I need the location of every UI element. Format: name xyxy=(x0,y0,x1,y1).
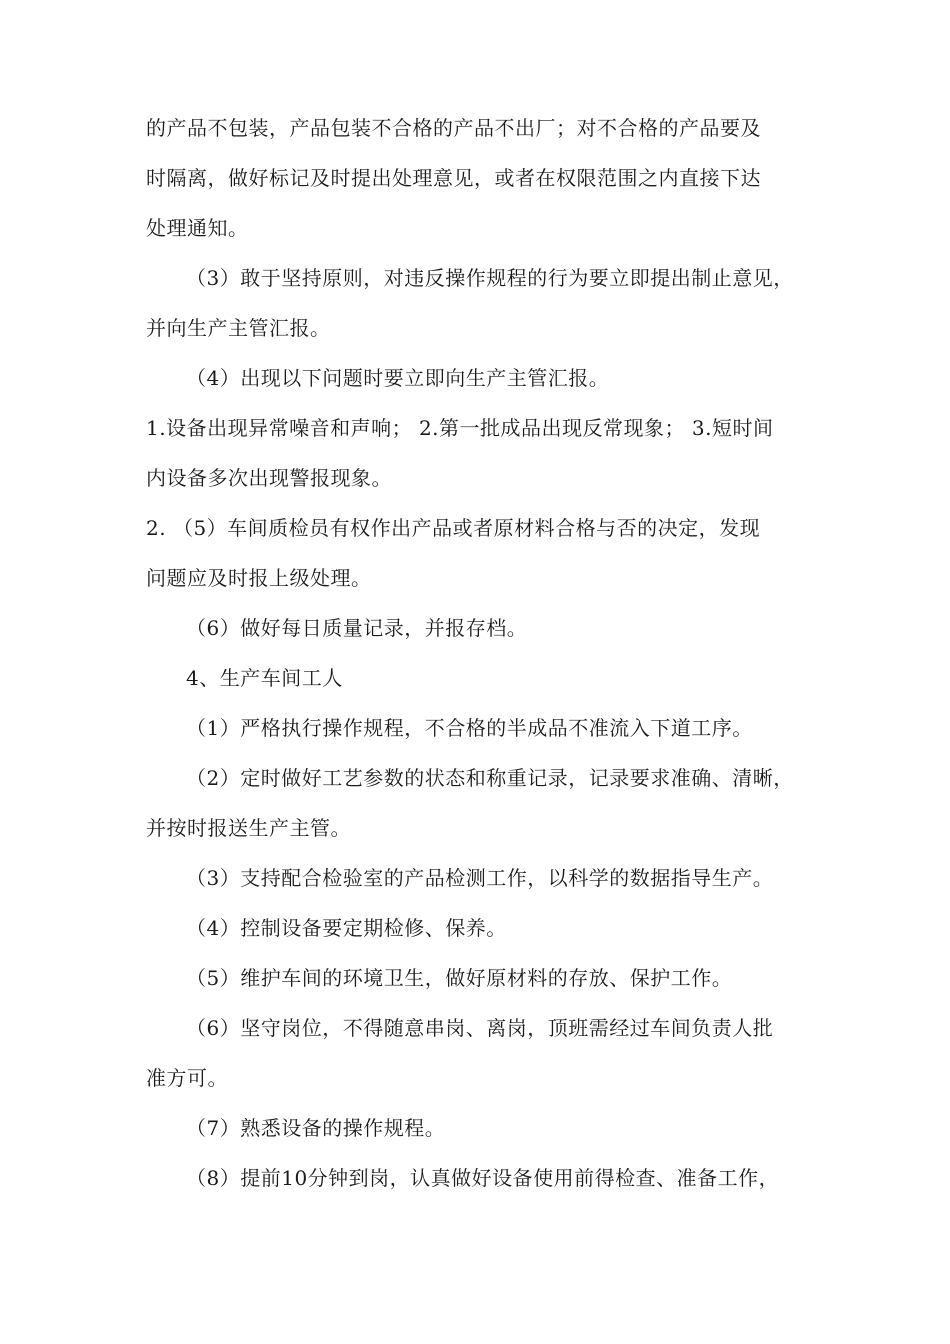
numbered-list-line: 1.设备出现异常噪音和声响； 2.第一批成品出现反常现象； 3.短时间 xyxy=(146,416,774,440)
paragraph-item-1: （1）严格执行操作规程，不合格的半成品不准流入下道工序。 xyxy=(186,716,753,740)
paragraph-item-2: （2）定时做好工艺参数的状态和称重记录，记录要求准确、清晰， xyxy=(186,766,794,790)
paragraph-item-6: （6）坚守岗位，不得随意串岗、离岗，顶班需经过车间负责人批 xyxy=(186,1016,774,1040)
text-line: 处理通知。 xyxy=(146,216,249,240)
paragraph-item-6: （6）做好每日质量记录，并报存档。 xyxy=(186,616,528,640)
text-line: 时隔离，做好标记及时提出处理意见，或者在权限范围之内直接下达 xyxy=(146,166,761,190)
paragraph-item-4: （4）控制设备要定期检修、保养。 xyxy=(186,916,507,940)
text-line: 并按时报送生产主管。 xyxy=(146,816,351,840)
text-line: 内设备多次出现警报现象。 xyxy=(146,466,392,490)
text-line: 问题应及时报上级处理。 xyxy=(146,566,372,590)
paragraph-item-8: （8）提前10分钟到岗，认真做好设备使用前得检查、准备工作， xyxy=(186,1166,780,1190)
paragraph-item-5: （5）维护车间的环境卫生，做好原材料的存放、保护工作。 xyxy=(186,966,733,990)
section-heading: 4、生产车间工人 xyxy=(186,666,343,690)
paragraph-item-3: （3）支持配合检验室的产品检测工作，以科学的数据指导生产。 xyxy=(186,866,774,890)
text-line: 并向生产主管汇报。 xyxy=(146,316,331,340)
paragraph-item-7: （7）熟悉设备的操作规程。 xyxy=(186,1116,446,1140)
paragraph-item-5: 2. （5）车间质检员有权作出产品或者原材料合格与否的决定，发现 xyxy=(146,516,761,540)
text-line: 准方可。 xyxy=(146,1066,228,1090)
document-body xyxy=(146,103,818,1203)
paragraph-item-3: （3）敢于坚持原则，对违反操作规程的行为要立即提出制止意见， xyxy=(186,266,794,290)
paragraph-item-4: （4）出现以下问题时要立即向生产主管汇报。 xyxy=(186,366,610,390)
text-line: 的产品不包装，产品包装不合格的产品不出厂；对不合格的产品要及 xyxy=(146,116,761,140)
